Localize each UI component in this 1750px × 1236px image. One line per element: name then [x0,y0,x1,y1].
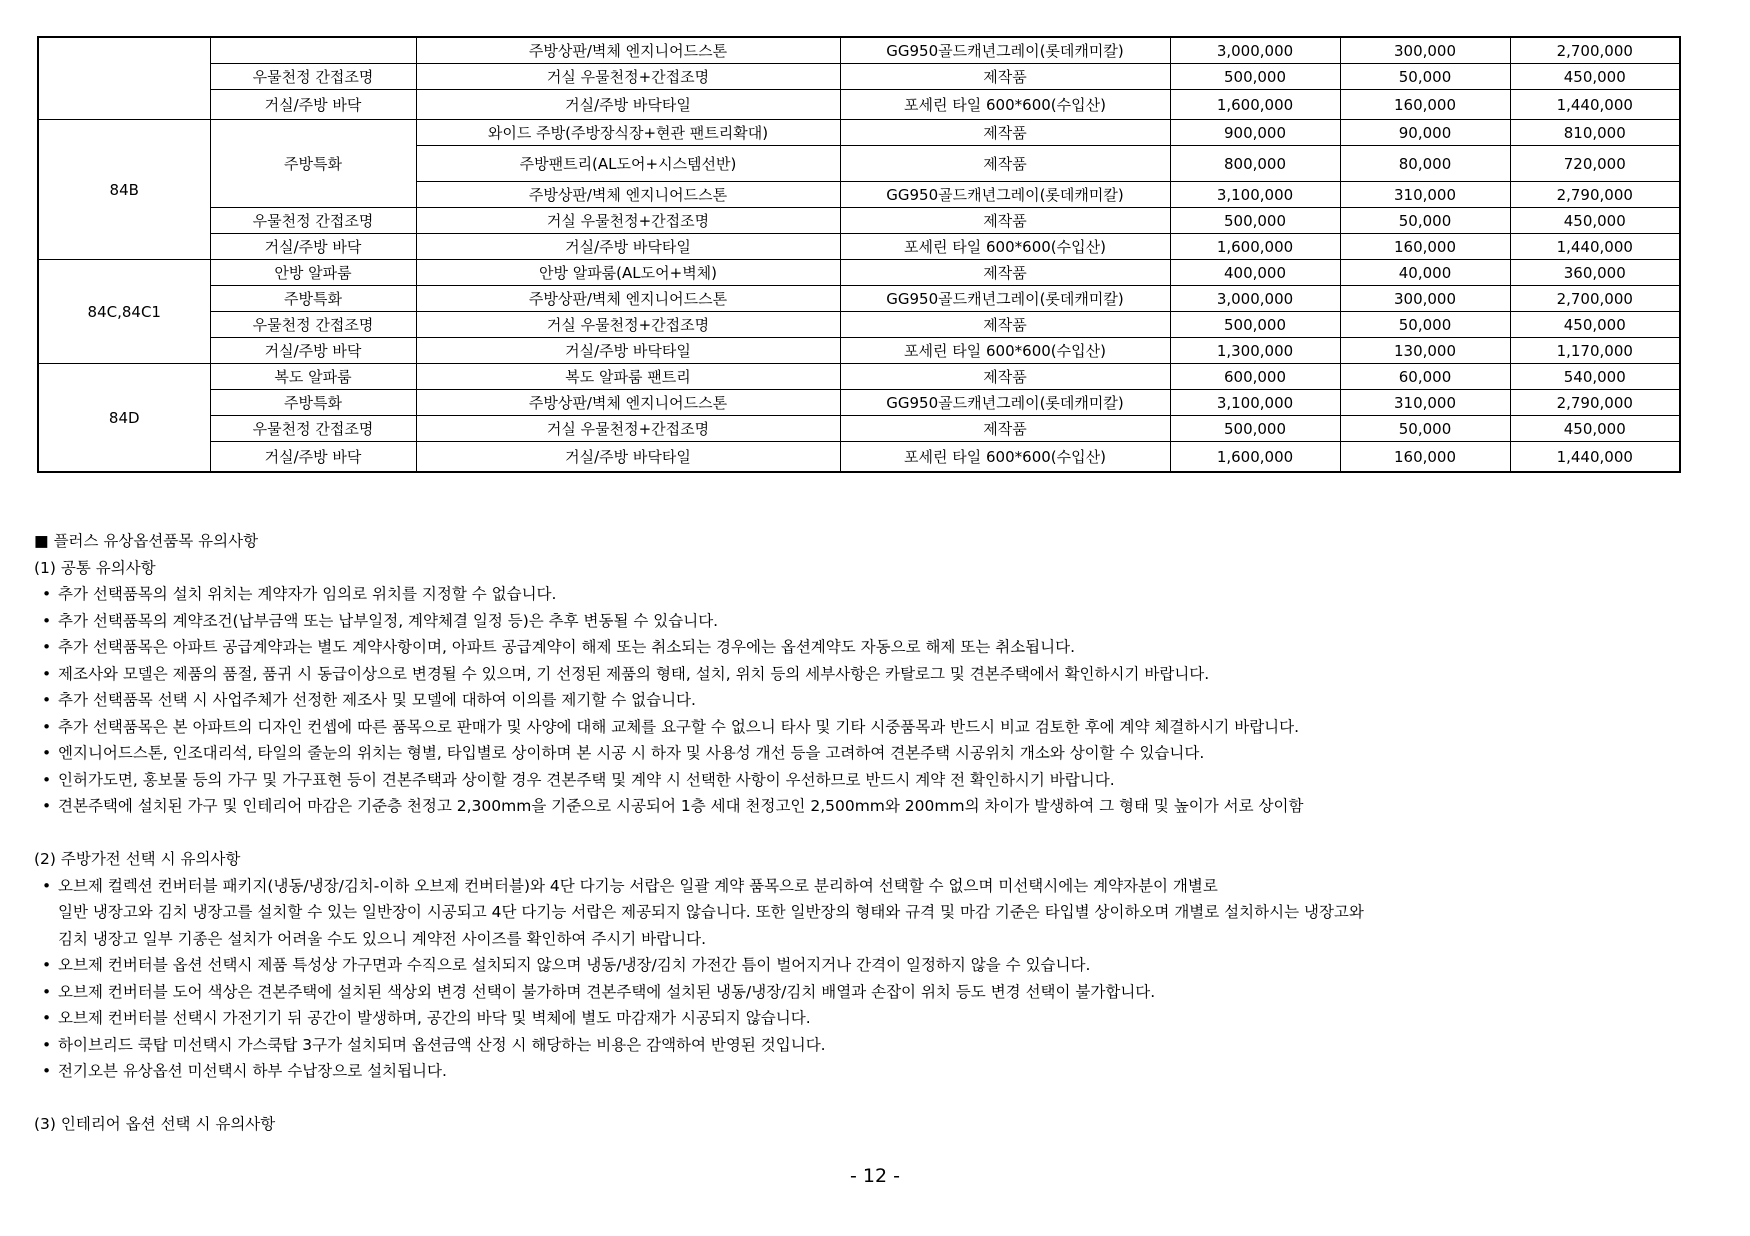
balance-cell: 1,440,000 [1510,234,1680,260]
table-row [38,442,1680,473]
item-cell: 복도 알파룸 팬트리 [416,364,840,390]
option-price-table [37,36,1681,473]
spec-cell: GG950골드캐년그레이(롯데캐미칼) [840,390,1170,416]
page-number: - 12 - [850,1165,900,1187]
balance-cell: 450,000 [1510,64,1680,90]
spec-cell: GG950골드캐년그레이(롯데캐미칼) [840,37,1170,64]
spec-cell: 제작품 [840,312,1170,338]
table-row [38,64,1680,90]
item-cell: 주방팬트리(AL도어+시스템선반) [416,146,840,182]
item-cell: 거실 우물천정+간접조명 [416,312,840,338]
list-item: • 추가 선택품목의 설치 위치는 계약자가 임의로 위치를 지정할 수 없습니다. [34,581,1674,608]
deposit-cell: 130,000 [1340,338,1510,364]
table-row [38,338,1680,364]
table-row [38,37,1680,64]
spec-cell: GG950골드캐년그레이(롯데캐미칼) [840,286,1170,312]
spec-cell: 제작품 [840,364,1170,390]
item-cell: 거실/주방 바닥타일 [416,90,840,120]
price-cell: 800,000 [1170,146,1340,182]
price-cell: 500,000 [1170,208,1340,234]
table-row [38,286,1680,312]
price-cell: 1,300,000 [1170,338,1340,364]
spec-cell: 포세린 타일 600*600(수입산) [840,338,1170,364]
list-item-continuation: 김치 냉장고 일부 기종은 설치가 어려울 수도 있으니 계약전 사이즈를 확인하여 주시기 바랍니다. [58,929,707,948]
category-cell: 거실/주방 바닥 [210,338,416,364]
price-cell: 600,000 [1170,364,1340,390]
item-cell: 주방상판/벽체 엔지니어드스톤 [416,37,840,64]
section-title: (3) 인테리어 옵션 선택 시 유의사항 [34,1115,276,1133]
price-cell: 1,600,000 [1170,234,1340,260]
list-item-continuation: 일반 냉장고와 김치 냉장고를 설치할 수 있는 일반장이 시공되고 4단 다기능 서랍은 제공되지 않습니다. 또한 일반장의 형태와 규격 및 마감 기준은 타입별 상이하오며 개별로 설치하시는 냉장고와 [58,903,1364,921]
item-cell: 거실 우물천정+간접조명 [416,416,840,442]
spec-cell: 제작품 [840,146,1170,182]
deposit-cell: 50,000 [1340,208,1510,234]
price-cell: 900,000 [1170,120,1340,146]
item-cell: 거실 우물천정+간접조명 [416,64,840,90]
notes-heading: ■ 플러스 유상옵션품목 유의사항 [34,532,259,550]
notes-section [34,528,1674,1138]
table-row [38,364,1680,390]
spec-cell: 포세린 타일 600*600(수입산) [840,234,1170,260]
spec-cell: 제작품 [840,208,1170,234]
balance-cell: 360,000 [1510,260,1680,286]
price-cell: 3,100,000 [1170,390,1340,416]
list-item: • 오브제 컨버터블 선택시 가전기기 뒤 공간이 발생하며, 공간의 바닥 및 벽체에 별도 마감재가 시공되지 않습니다. [34,1005,1674,1032]
deposit-cell: 60,000 [1340,364,1510,390]
price-cell: 500,000 [1170,312,1340,338]
spacer [34,1085,1674,1112]
spec-cell: 포세린 타일 600*600(수입산) [840,442,1170,473]
table-row [38,312,1680,338]
category-cell: 거실/주방 바닥 [210,234,416,260]
list-item: • 엔지니어드스톤, 인조대리석, 타일의 줄눈의 위치는 형별, 타입별로 상이하며 본 시공 시 하자 및 사용성 개선 등을 고려하여 견본주택 시공위치 개소와 상이할 수 있습니다. [34,740,1674,767]
deposit-cell: 310,000 [1340,390,1510,416]
price-cell: 1,600,000 [1170,442,1340,473]
category-cell: 거실/주방 바닥 [210,90,416,120]
price-cell: 3,100,000 [1170,182,1340,208]
table-row [38,120,1680,146]
spec-cell: 제작품 [840,416,1170,442]
type-cell: 84D [38,364,210,473]
list-item: • 오브제 컨버터블 옵션 선택시 제품 특성상 가구면과 수직으로 설치되지 않으며 냉동/냉장/김치 가전간 틈이 벌어지거나 간격이 일정하지 않을 수 있습니다. [34,952,1674,979]
price-cell: 500,000 [1170,64,1340,90]
balance-cell: 2,700,000 [1510,286,1680,312]
deposit-cell: 160,000 [1340,442,1510,473]
balance-cell: 720,000 [1510,146,1680,182]
list-item: • 추가 선택품목의 계약조건(납부금액 또는 납부일정, 계약체결 일정 등)은 추후 변동될 수 있습니다. [34,608,1674,635]
list-item: • 인허가도면, 홍보물 등의 가구 및 가구표현 등이 견본주택과 상이할 경우 견본주택 및 계약 시 선택한 사항이 우선하므로 반드시 계약 전 확인하시기 바랍니다. [34,767,1674,794]
balance-cell: 540,000 [1510,364,1680,390]
price-cell: 1,600,000 [1170,90,1340,120]
list-item: • 견본주택에 설치된 가구 및 인테리어 마감은 기준층 천정고 2,300mm을 기준으로 시공되어 1층 세대 천정고인 2,500mm와 200mm의 차이가 발생하여 그 형태 및 높이가 서로 상이함 [34,793,1674,820]
item-cell: 주방상판/벽체 엔지니어드스톤 [416,390,840,416]
deposit-cell: 80,000 [1340,146,1510,182]
category-cell: 거실/주방 바닥 [210,442,416,473]
category-cell: 안방 알파룸 [210,260,416,286]
table-row [38,390,1680,416]
category-cell: 주방특화 [210,286,416,312]
deposit-cell: 50,000 [1340,416,1510,442]
category-cell: 주방특화 [210,120,416,208]
table-row [38,90,1680,120]
price-cell: 3,000,000 [1170,37,1340,64]
price-cell: 3,000,000 [1170,286,1340,312]
deposit-cell: 160,000 [1340,90,1510,120]
deposit-cell: 160,000 [1340,234,1510,260]
deposit-cell: 50,000 [1340,64,1510,90]
balance-cell: 2,790,000 [1510,182,1680,208]
list-item: • 전기오븐 유상옵션 미선택시 하부 수납장으로 설치됩니다. [34,1058,1674,1085]
type-cell [38,37,210,120]
spec-cell: GG950골드캐년그레이(롯데캐미칼) [840,182,1170,208]
list-item: • 추가 선택품목 선택 시 사업주체가 선정한 제조사 및 모델에 대하여 이의를 제기할 수 없습니다. [34,687,1674,714]
section-title: (2) 주방가전 선택 시 유의사항 [34,850,241,868]
deposit-cell: 50,000 [1340,312,1510,338]
category-cell: 주방특화 [210,390,416,416]
balance-cell: 1,440,000 [1510,442,1680,473]
balance-cell: 450,000 [1510,416,1680,442]
balance-cell: 810,000 [1510,120,1680,146]
item-cell: 거실/주방 바닥타일 [416,442,840,473]
balance-cell: 2,700,000 [1510,37,1680,64]
balance-cell: 2,790,000 [1510,390,1680,416]
list-item: • 하이브리드 쿡탑 미선택시 가스쿡탑 3구가 설치되며 옵션금액 산정 시 해당하는 비용은 감액하여 반영된 것입니다. [34,1032,1674,1059]
item-cell: 주방상판/벽체 엔지니어드스톤 [416,286,840,312]
category-cell: 우물천정 간접조명 [210,416,416,442]
type-cell: 84C,84C1 [38,260,210,364]
deposit-cell: 90,000 [1340,120,1510,146]
list-item: • 오브제 컨버터블 도어 색상은 견본주택에 설치된 색상외 변경 선택이 불가하며 견본주택에 설치된 냉동/냉장/김치 배열과 손잡이 위치 등도 변경 선택이 불가합니다. [34,979,1674,1006]
type-cell: 84B [38,120,210,260]
spacer [34,820,1674,847]
category-cell: 우물천정 간접조명 [210,312,416,338]
table-row [38,234,1680,260]
list-item: • 오브제 컬렉션 컨버터블 패키지(냉동/냉장/김치-이하 오브제 컨버터블)와 4단 다기능 서랍은 일괄 계약 품목으로 분리하여 선택할 수 없으며 미선택시에는 계약자분이 개별로 [34,873,1674,900]
deposit-cell: 40,000 [1340,260,1510,286]
deposit-cell: 300,000 [1340,286,1510,312]
list-item: • 추가 선택품목은 아파트 공급계약과는 별도 계약사항이며, 아파트 공급계약이 해제 또는 취소되는 경우에는 옵션계약도 자동으로 해제 또는 취소됩니다. [34,634,1674,661]
list-item: • 제조사와 모델은 제품의 품절, 품귀 시 동급이상으로 변경될 수 있으며, 기 선정된 제품의 형태, 설치, 위치 등의 세부사항은 카탈로그 및 견본주택에서 확인하시기 바랍니다. [34,661,1674,688]
spec-cell: 제작품 [840,260,1170,286]
item-cell: 거실/주방 바닥타일 [416,338,840,364]
deposit-cell: 300,000 [1340,37,1510,64]
price-cell: 500,000 [1170,416,1340,442]
category-cell: 복도 알파룸 [210,364,416,390]
item-cell: 거실/주방 바닥타일 [416,234,840,260]
balance-cell: 450,000 [1510,208,1680,234]
table-row [38,260,1680,286]
section-title: (1) 공통 유의사항 [34,558,156,577]
spec-cell: 제작품 [840,64,1170,90]
balance-cell: 450,000 [1510,312,1680,338]
table-row [38,208,1680,234]
balance-cell: 1,170,000 [1510,338,1680,364]
price-cell: 400,000 [1170,260,1340,286]
deposit-cell: 310,000 [1340,182,1510,208]
category-cell: 우물천정 간접조명 [210,64,416,90]
list-item: • 추가 선택품목은 본 아파트의 디자인 컨셉에 따른 품목으로 판매가 및 사양에 대해 교체를 요구할 수 없으니 타사 및 기타 시중품목과 반드시 비교 검토한 후에 계약 체결하시기 바랍니다. [34,714,1674,741]
spec-cell: 포세린 타일 600*600(수입산) [840,90,1170,120]
item-cell: 거실 우물천정+간접조명 [416,208,840,234]
spec-cell: 제작품 [840,120,1170,146]
category-cell: 우물천정 간접조명 [210,208,416,234]
category-cell [210,37,416,64]
item-cell: 주방상판/벽체 엔지니어드스톤 [416,182,840,208]
table-row [38,416,1680,442]
balance-cell: 1,440,000 [1510,90,1680,120]
item-cell: 와이드 주방(주방장식장+현관 팬트리확대) [416,120,840,146]
item-cell: 안방 알파룸(AL도어+벽체) [416,260,840,286]
